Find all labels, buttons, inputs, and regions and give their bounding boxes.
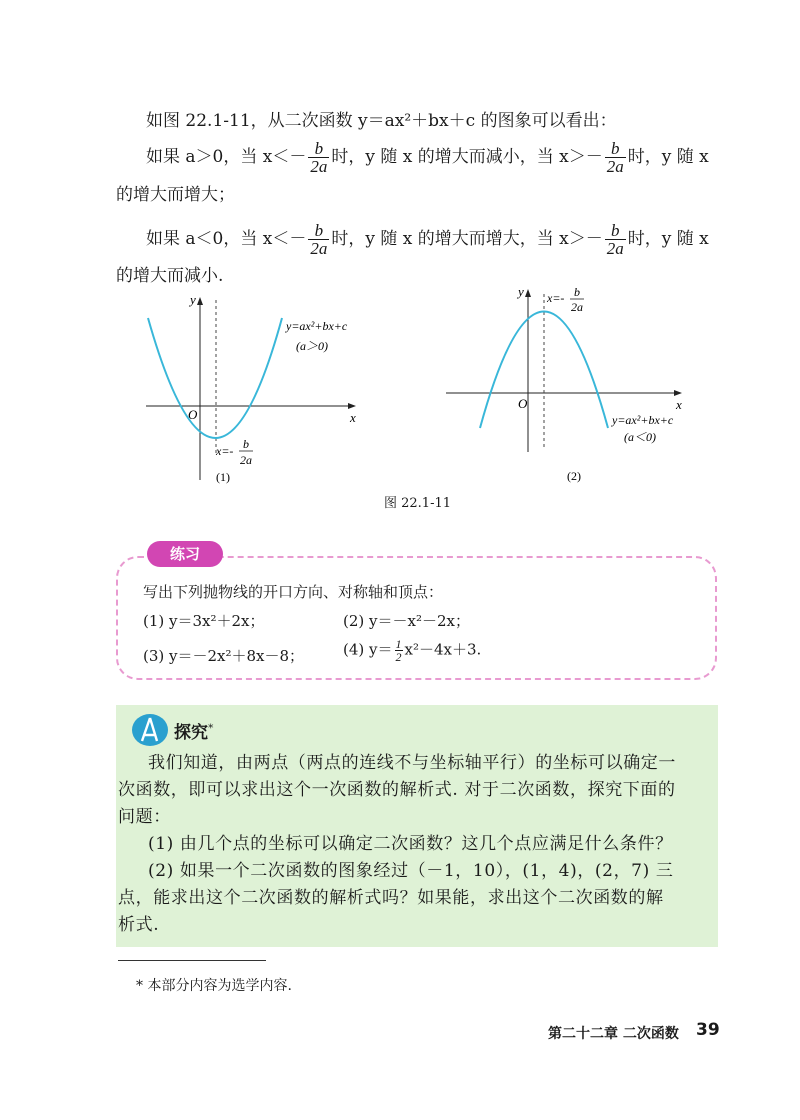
fraction-b-over-2a: $\frac{b}{2a}$	[606, 139, 624, 176]
case-negative-line	[146, 222, 709, 257]
explore-question-1: (1) 由几个点的坐标可以确定二次函数？这几个点应满足什么条件？	[148, 834, 673, 854]
graph-2	[440, 280, 700, 490]
axis-label-prefix: x=-	[547, 291, 565, 305]
fraction-b-over-2a: $\frac{b}{2a}$	[606, 221, 624, 258]
case-positive-continuation: 的增大而增大；	[116, 185, 235, 205]
practice-item-3: (3) y＝－2x²＋8x－8；	[143, 647, 305, 665]
fraction-one-half: $\frac{1}{2}$	[395, 637, 402, 664]
axis-label-denominator: 2a	[571, 300, 583, 314]
axis-label-numerator: b	[574, 285, 580, 299]
footnote-rule	[118, 960, 266, 961]
case-pos-part-2: 时，y 随 x 的增大而减小，当 x＞－	[331, 147, 603, 167]
practice-item-2: (2) y＝－x²－2x；	[343, 612, 470, 630]
case-pos-part-1: 如果 a＞0，当 x＜－	[146, 147, 307, 167]
y-label: y	[518, 284, 524, 299]
case-neg-part-1: 如果 a＜0，当 x＜－	[146, 229, 307, 249]
origin-label: O	[188, 407, 198, 422]
figure-caption: 图 22.1-11	[384, 496, 452, 511]
x-label: x	[350, 410, 356, 425]
x-axis-arrow	[674, 390, 682, 396]
optional-marker: *	[208, 721, 214, 735]
page-number: 39	[696, 1020, 720, 1040]
case-pos-part-3: 时，y 随 x	[627, 147, 709, 167]
footnote: * 本部分内容为选学内容.	[136, 978, 292, 994]
practice-prompt: 写出下列抛物线的开口方向、对称轴和顶点：	[143, 583, 444, 601]
y-axis-arrow	[197, 297, 203, 305]
subcaption-1: (1)	[216, 470, 230, 484]
curve-label: y=ax²+bx+c	[286, 319, 348, 333]
fraction-b-over-2a: $\frac{b}{2a}$	[310, 221, 328, 258]
axis-label-numerator: b	[243, 437, 249, 451]
explore-line-3: 问题：	[118, 807, 171, 827]
explore-question-2: (2) 如果一个二次函数的图象经过（－1，10），(1，4)，(2，7) 三	[148, 861, 674, 881]
parabola-upward	[148, 318, 282, 438]
explore-title-text: 探究	[174, 723, 208, 743]
axis-label-denominator: 2a	[240, 453, 252, 467]
explore-line-1: 我们知道，由两点（两点的连线不与坐标轴平行）的坐标可以确定一	[148, 753, 676, 773]
x-axis-arrow	[348, 403, 356, 409]
explore-title	[174, 718, 214, 743]
x-label: x	[676, 397, 682, 412]
axis-label-prefix: x=-	[216, 444, 234, 458]
y-label: y	[190, 292, 196, 307]
intro-line-1: 如图 22.1-11，从二次函数 y＝ax²＋bx＋c 的图象可以看出：	[146, 111, 617, 131]
curve-label: y=ax²+bx+c	[612, 413, 674, 427]
explore-line-2: 次函数，即可以求出这个一次函数的解析式. 对于二次函数，探究下面的	[118, 780, 676, 800]
case-neg-part-3: 时，y 随 x	[627, 229, 709, 249]
case-positive-line	[146, 140, 709, 175]
footer-chapter: 第二十二章 二次函数	[548, 1026, 679, 1042]
compass-icon	[130, 713, 170, 747]
y-axis-arrow	[525, 289, 531, 297]
explore-line-7: 析式.	[118, 915, 160, 935]
explore-line-6: 点，能求出这个二次函数的解析式吗？如果能，求出这个二次函数的解	[118, 888, 664, 908]
origin-label: O	[518, 396, 528, 411]
item-4-rest: x²－4x＋3.	[404, 640, 482, 659]
case-negative-continuation: 的增大而减小.	[116, 266, 224, 286]
condition-label: (a＞0)	[296, 339, 328, 353]
graph-1	[140, 288, 370, 488]
practice-item-4	[343, 638, 481, 663]
item-4-prefix: (4) y＝	[343, 640, 393, 659]
practice-item-1: (1) y＝3x²＋2x；	[143, 612, 265, 630]
case-neg-part-2: 时，y 随 x 的增大而增大，当 x＞－	[331, 229, 603, 249]
condition-label: (a＜0)	[624, 430, 656, 444]
subcaption-2: (2)	[567, 469, 581, 483]
practice-badge: 练习	[147, 541, 223, 567]
fraction-b-over-2a: $\frac{b}{2a}$	[310, 139, 328, 176]
